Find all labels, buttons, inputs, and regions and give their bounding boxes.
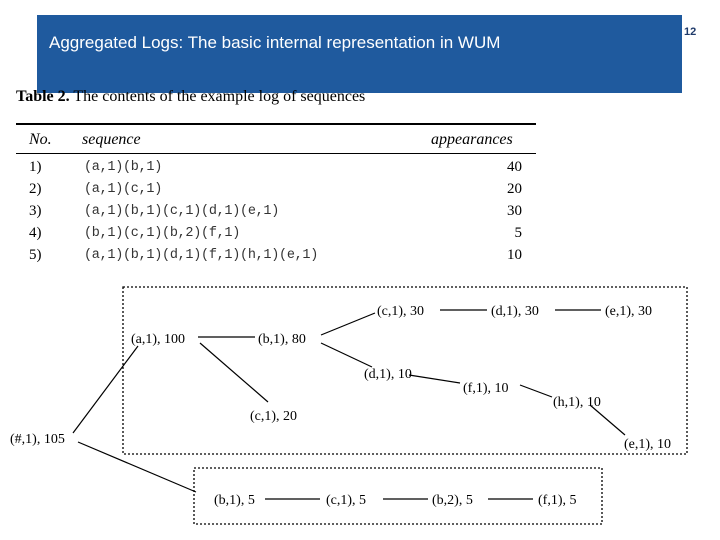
edge-d-f <box>409 375 460 383</box>
header-sequence: sequence <box>82 131 141 148</box>
edge-root-a <box>73 346 138 433</box>
edge-root-b <box>78 442 196 492</box>
tree-node: (c,1), 20 <box>250 409 298 424</box>
tree-node: (d,1), 30 <box>491 304 539 319</box>
row-appearances: 40 <box>507 159 522 175</box>
row-number: 5) <box>29 247 42 263</box>
row-appearances: 5 <box>514 225 522 241</box>
tree-node: (b,1), 5 <box>214 493 255 508</box>
row-sequence: (a,1)(c,1) <box>84 182 163 197</box>
slide-title: Aggregated Logs: The basic internal representation in WUM <box>49 33 501 52</box>
page-number: 12 <box>684 26 697 38</box>
tree-node: (a,1), 100 <box>131 332 186 347</box>
tree-root-node: (#,1), 105 <box>10 432 65 447</box>
header-no: No. <box>29 131 52 148</box>
tree-node: (d,1), 10 <box>364 367 412 382</box>
tree-node: (f,1), 10 <box>463 381 509 396</box>
tree-node: (b,1), 80 <box>258 332 306 347</box>
edge-a-c <box>200 343 268 402</box>
header-appearances: appearances <box>431 131 513 148</box>
row-number: 2) <box>29 181 42 197</box>
row-number: 4) <box>29 225 42 241</box>
edge-b-c <box>321 313 375 335</box>
tree-node: (e,1), 10 <box>624 437 672 452</box>
row-sequence: (a,1)(b,1)(c,1)(d,1)(e,1) <box>84 204 280 219</box>
tree-node: (b,2), 5 <box>432 493 473 508</box>
tree-node: (f,1), 5 <box>538 493 577 508</box>
table-caption-text: The contents of the example log of sequences <box>73 88 366 105</box>
tree-node: (h,1), 10 <box>553 395 601 410</box>
tree-node: (c,1), 30 <box>377 304 425 319</box>
row-number: 3) <box>29 203 42 219</box>
row-number: 1) <box>29 159 42 175</box>
row-appearances: 10 <box>507 247 522 263</box>
table-caption-label: Table 2. <box>16 88 70 105</box>
row-sequence: (a,1)(b,1)(d,1)(f,1)(h,1)(e,1) <box>84 248 319 263</box>
edge-b-d <box>321 343 372 367</box>
row-sequence: (b,1)(c,1)(b,2)(f,1) <box>84 226 241 241</box>
edge-f-h <box>520 385 552 397</box>
row-appearances: 20 <box>507 181 522 197</box>
row-sequence: (a,1)(b,1) <box>84 160 163 175</box>
tree-node: (c,1), 5 <box>326 493 367 508</box>
tree-node: (e,1), 30 <box>605 304 653 319</box>
row-appearances: 30 <box>507 203 522 219</box>
